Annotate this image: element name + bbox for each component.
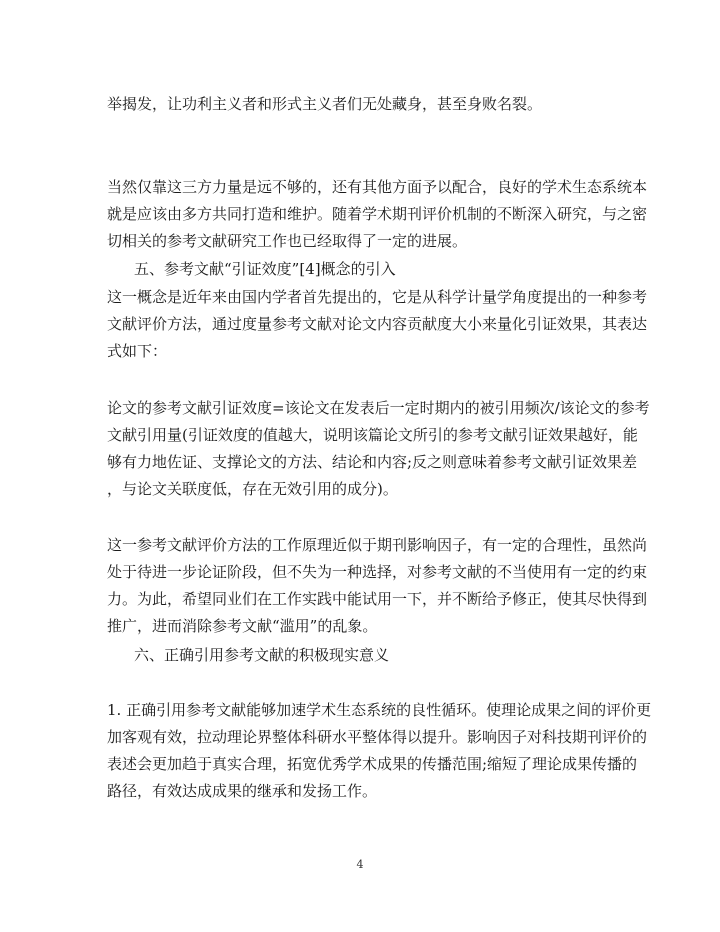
paragraph-4-line-1: 论文的参考文献引证效度=该论文在发表后一定时期内的被引用频次/该论文的参考 (107, 399, 650, 417)
paragraph-4-line-3: 够有力地佐证、支撑论文的方法、结论和内容;反之则意味着参考文献引证效果差 (107, 453, 638, 471)
paragraph-6-line-4: 路径，有效达成成果的继承和发扬工作。 (107, 782, 378, 800)
page-number: 4 (356, 858, 364, 871)
paragraph-2-line-1: 当然仅靠这三方力量是远不够的，还有其他方面予以配合，良好的学术生态系统本 (107, 178, 648, 196)
paragraph-3-line-2: 文献评价方法，通过度量参考文献对论文内容贡献度大小来量化引证效果，其表达 (107, 315, 648, 333)
paragraph-3-line-1: 这一概念是近年来由国内学者首先提出的，它是从科学计量学角度提出的一种参考 (107, 288, 648, 306)
paragraph-5-line-2: 处于待进一步论证阶段，但不失为一种选择，对参考文献的不当使用有一定的约束 (107, 563, 648, 581)
paragraph-1-line-1: 举揭发，让功利主义者和形式主义者们无处藏身，甚至身败名裂。 (107, 95, 543, 113)
paragraph-6-line-2: 加客观有效，拉动理论界整体科研水平整体得以提升。影响因子对科技期刊评价的 (107, 728, 648, 746)
paragraph-4-line-4: ，与论文关联度低，存在无效引用的成分)。 (107, 480, 398, 498)
paragraph-6-line-3: 表述会更加趋于真实合理，拓宽优秀学术成果的传播范围;缩短了理论成果传播的 (107, 755, 638, 773)
paragraph-2-line-3: 切相关的参考文献研究工作也已经取得了一定的进展。 (107, 232, 468, 250)
paragraph-6-line-1: 1. 正确引用参考文献能够加速学术生态系统的良性循环。使理论成果之间的评价更 (107, 701, 652, 719)
paragraph-5-line-3: 力。为此，希望同业们在工作实践中能试用一下，并不断给予修正，使其尽快得到 (107, 590, 648, 608)
paragraph-5-line-1: 这一参考文献评价方法的工作原理近似于期刊影响因子，有一定的合理性，虽然尚 (107, 536, 648, 554)
section-heading-6: 六、正确引用参考文献的积极现实意义 (134, 646, 390, 664)
paragraph-3-line-3: 式如下： (107, 342, 168, 360)
paragraph-5-line-4: 推广，进而消除参考文献“滥用”的乱象。 (107, 617, 378, 635)
section-heading-5: 五、参考文献“引证效度”[4]概念的引入 (134, 260, 396, 278)
paragraph-4-line-2: 文献引用量(引证效度的值越大，说明该篇论文所引的参考文献引证效果越好，能 (107, 426, 638, 444)
paragraph-2-line-2: 就是应该由多方共同打造和维护。随着学术期刊评价机制的不断深入研究，与之密 (107, 205, 648, 223)
